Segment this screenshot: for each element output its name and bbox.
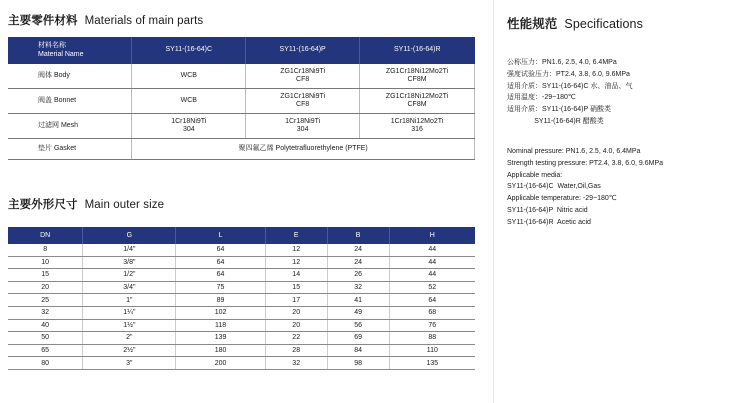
materials-header-row [8, 37, 475, 64]
size-cell: 20 [265, 319, 327, 332]
size-cell: 102 [176, 306, 265, 319]
size-cell: 80 [8, 357, 83, 370]
size-cell: 200 [176, 357, 265, 370]
spec-en-line: Nominal pressure: PN1.6, 2.5, 4.0, 6.4MPa [507, 148, 641, 155]
material-value: ZG1Cr18Ni12Mo2Ti CF8M [360, 89, 475, 114]
size-header-cell: H [389, 227, 475, 244]
size-cell: 75 [176, 281, 265, 294]
size-cell: 3/4" [83, 281, 176, 294]
size-cell: 14 [265, 269, 327, 282]
spec-en-line: Applicable temperature: -29~180℃ [507, 195, 617, 203]
size-cell: 56 [327, 319, 389, 332]
size-header-cell: E [265, 227, 327, 244]
size-cell: 25 [8, 294, 83, 307]
materials-row [8, 114, 475, 139]
size-cell: 98 [327, 357, 389, 370]
material-part-label: 阀体 Body [8, 64, 132, 89]
size-cell: 68 [389, 306, 475, 319]
size-cell: 1/4" [83, 244, 176, 256]
spec-en-block [507, 146, 663, 229]
size-header-cell: B [327, 227, 389, 244]
materials-heading [8, 12, 203, 28]
size-cell: 84 [327, 344, 389, 357]
size-cell: 3" [83, 357, 176, 370]
size-row [8, 344, 475, 357]
size-row [8, 269, 475, 282]
size-row [8, 306, 475, 319]
size-cell: 44 [389, 269, 475, 282]
size-cell: 1/2" [83, 269, 176, 282]
size-cell: 49 [327, 306, 389, 319]
column-divider [493, 0, 494, 403]
size-cell: 65 [8, 344, 83, 357]
size-cell: 24 [327, 256, 389, 269]
materials-header-name [8, 37, 132, 64]
material-value: WCB [132, 64, 246, 89]
size-cell: 40 [8, 319, 83, 332]
materials-row [8, 139, 475, 160]
size-cell: 1" [83, 294, 176, 307]
size-cell: 15 [265, 281, 327, 294]
size-cell: 64 [176, 244, 265, 256]
size-cell: 32 [8, 306, 83, 319]
size-row [8, 244, 475, 256]
size-heading [8, 196, 164, 212]
size-cell: 17 [265, 294, 327, 307]
size-cell: 15 [8, 269, 83, 282]
size-title-cn: 主要外形尺寸 [8, 199, 78, 211]
material-value: ZG1Cr18Ni12Mo2Ti CF8M [360, 64, 475, 89]
spec-title-cn: 性能规范 [507, 17, 558, 31]
size-cell: 28 [265, 344, 327, 357]
materials-header-col: SY11-(16-64)P [246, 37, 360, 64]
materials-row [8, 89, 475, 114]
material-value: WCB [132, 89, 246, 114]
size-table [8, 227, 475, 370]
size-cell: 52 [389, 281, 475, 294]
material-part-label: 过滤网 Mesh [8, 114, 132, 139]
size-cell: 64 [389, 294, 475, 307]
size-cell: 26 [327, 269, 389, 282]
materials-header-col: SY11-(16-64)R [360, 37, 475, 64]
materials-row [8, 64, 475, 89]
spec-cn-line: 适用介质：SY11-(16-64)P 硝酸类 [507, 106, 611, 114]
size-cell: 12 [265, 256, 327, 269]
spec-en-line: SY11-(16-64)C Water,Oil,Gas [507, 183, 601, 191]
size-cell: 32 [265, 357, 327, 370]
size-header-cell: DN [8, 227, 83, 244]
size-header-row [8, 227, 475, 244]
size-cell: 64 [176, 269, 265, 282]
size-cell: 88 [389, 332, 475, 345]
size-cell: 76 [389, 319, 475, 332]
material-part-label: 阀盖 Bonnet [8, 89, 132, 114]
size-cell: 1¼" [83, 306, 176, 319]
size-cell: 22 [265, 332, 327, 345]
size-cell: 12 [265, 244, 327, 256]
size-row [8, 319, 475, 332]
size-cell: 3/8" [83, 256, 176, 269]
spec-en-line: SY11-(16-64)R Acetic acid [507, 218, 591, 226]
size-cell: 8 [8, 244, 83, 256]
size-cell: 2" [83, 332, 176, 345]
size-cell: 41 [327, 294, 389, 307]
material-name-cn: 材料名称 [38, 42, 66, 50]
spec-heading [507, 14, 643, 32]
size-cell: 69 [327, 332, 389, 345]
size-title-en: Main outer size [84, 199, 165, 211]
size-cell: 44 [389, 256, 475, 269]
spec-cn-block [507, 57, 633, 128]
size-cell: 139 [176, 332, 265, 345]
material-value: 1Cr18Ni9Ti 304 [132, 114, 246, 139]
material-name-en: Material Name [38, 50, 84, 58]
size-row [8, 332, 475, 345]
size-header-cell: G [83, 227, 176, 244]
size-row [8, 294, 475, 307]
spec-cn-line: SY11-(16-64)R 醋酸类 [507, 117, 604, 125]
materials-header-col: SY11-(16-64)C [132, 37, 246, 64]
spec-cn-line: 公称压力：PN1.6, 2.5, 4.0, 6.4MPa [507, 59, 617, 66]
size-header-cell: L [176, 227, 265, 244]
material-part-label: 垫片 Gasket [8, 139, 132, 160]
size-cell: 1½" [83, 319, 176, 332]
material-value: 聚四氟乙烯 Polytetrafluorethylene (PTFE) [132, 139, 475, 160]
spec-cn-line: 强度试验压力：PT2.4, 3.8, 6.0, 9.6MPa [507, 70, 630, 78]
size-cell: 135 [389, 357, 475, 370]
material-value: ZG1Cr18Ni9Ti CF8 [246, 64, 360, 89]
size-cell: 10 [8, 256, 83, 269]
size-row [8, 357, 475, 370]
size-cell: 44 [389, 244, 475, 256]
materials-table [8, 37, 475, 160]
size-cell: 20 [8, 281, 83, 294]
material-value: 1Cr18Ni9Ti 304 [246, 114, 360, 139]
spec-cn-line: 适用温度：-29~180℃ [507, 94, 576, 102]
spec-title-en: Specifications [564, 17, 643, 31]
spec-en-line: Strength testing pressure: PT2.4, 3.8, 6.0, 9.6MPa [507, 159, 664, 167]
size-cell: 24 [327, 244, 389, 256]
materials-title-en: Materials of main parts [84, 15, 204, 27]
spec-en-line: Applicable media: [507, 171, 563, 179]
size-cell: 2½" [83, 344, 176, 357]
size-cell: 64 [176, 256, 265, 269]
size-cell: 32 [327, 281, 389, 294]
size-cell: 118 [176, 319, 265, 332]
size-row [8, 256, 475, 269]
size-cell: 180 [176, 344, 265, 357]
size-row [8, 281, 475, 294]
materials-title-cn: 主要零件材料 [8, 15, 78, 27]
size-cell: 89 [176, 294, 265, 307]
size-cell: 50 [8, 332, 83, 345]
spec-en-line: SY11-(16-64)P Nitric acid [507, 206, 588, 214]
size-cell: 20 [265, 306, 327, 319]
size-cell: 110 [389, 344, 475, 357]
material-value: ZG1Cr18Ni9Ti CF8 [246, 89, 360, 114]
material-value: 1Cr18Ni12Mo2Ti 316 [360, 114, 475, 139]
spec-cn-line: 适用介质：SY11-(16-64)C 水、油品、气 [507, 82, 633, 90]
